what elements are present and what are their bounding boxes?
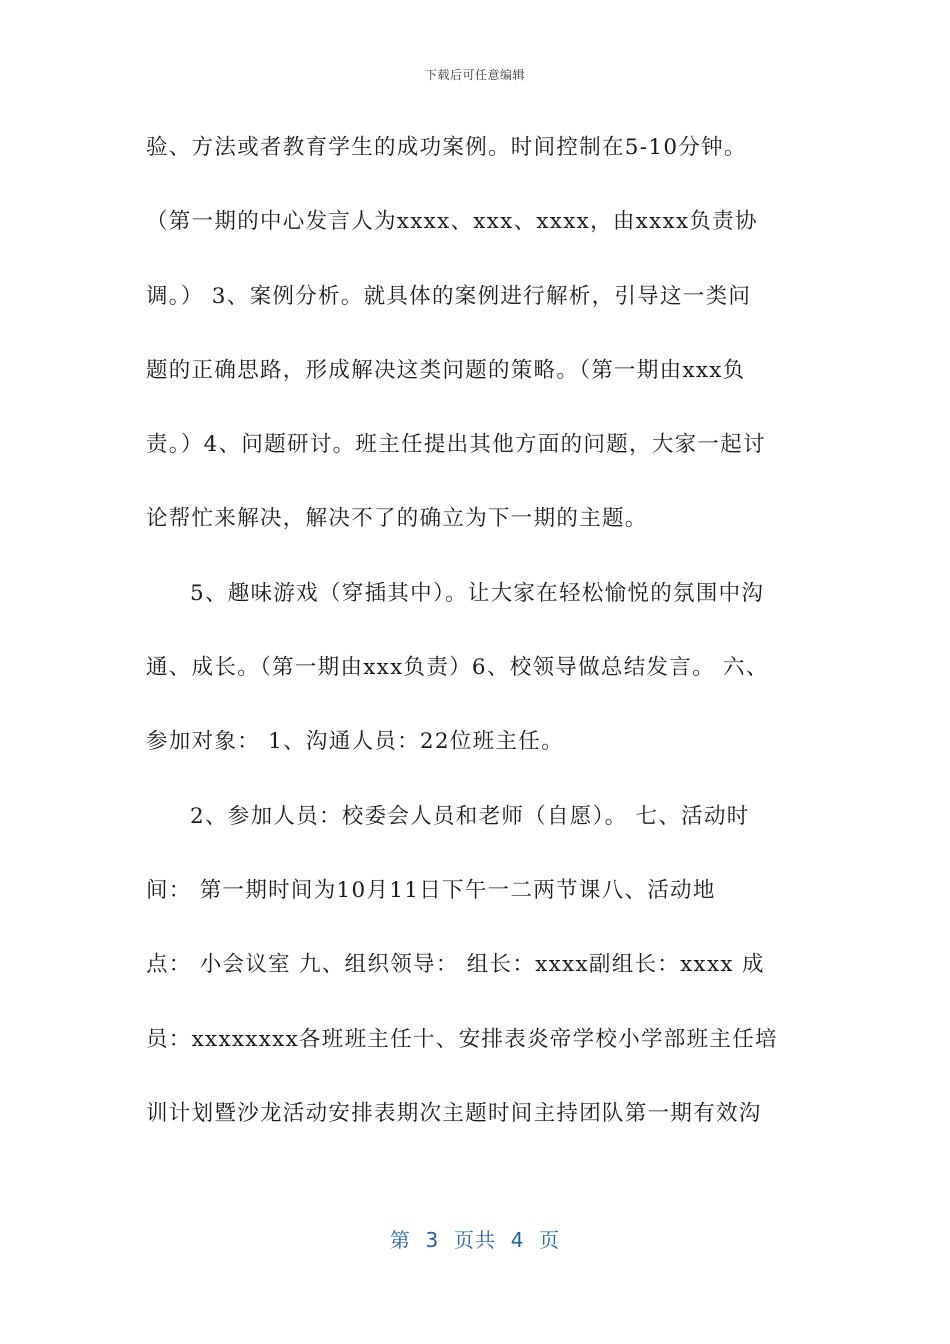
text-line: 点： 小会议室 九、组织领导： 组长：xxxx副组长：xxxx 成 (146, 952, 765, 978)
page-header-note: 下载后可任意编辑 (424, 68, 525, 82)
text-line: （第一期的中心发言人为xxxx、xxx、xxxx，由xxxx负责协 (146, 209, 758, 235)
text-line: 责。）4、问题研讨。班主任提出其他方面的问题，大家一起讨 (146, 432, 766, 458)
text-line: 调。） 3、案例分析。就具体的案例进行解析，引导这一类问 (146, 283, 752, 309)
text-line: 题的正确思路，形成解决这类问题的策略。（第一期由xxx负 (146, 357, 746, 383)
text-line: 论帮忙来解决，解决不了的确立为下一期的主题。 (146, 506, 648, 532)
text-line: 训计划暨沙龙活动安排表期次主题时间主持团队第一期有效沟 (146, 1100, 762, 1126)
text-line: 员：xxxxxxxx各班班主任十、安排表炎帝学校小学部班主任培 (146, 1026, 778, 1052)
text-line: 间： 第一期时间为10月11日下午一二两节课八、活动地 (146, 877, 716, 903)
document-body (146, 128, 806, 1168)
text-line: 2、参加人员：校委会人员和老师（自愿）。 七、活动时 (190, 803, 750, 829)
text-line: 5、趣味游戏（穿插其中）。让大家在轻松愉悦的氛围中沟 (190, 580, 765, 606)
text-line: 验、方法或者教育学生的成功案例。时间控制在5-10分钟。 (146, 135, 747, 160)
page-footer (0, 1224, 950, 1253)
page-number-label: 第 3 页共 4 页 (389, 1228, 561, 1252)
text-line: 通、成长。（第一期由xxx负责）6、校领导做总结发言。 六、 (146, 655, 769, 681)
text-line: 参加对象： 1、沟通人员：22位班主任。 (146, 729, 564, 755)
